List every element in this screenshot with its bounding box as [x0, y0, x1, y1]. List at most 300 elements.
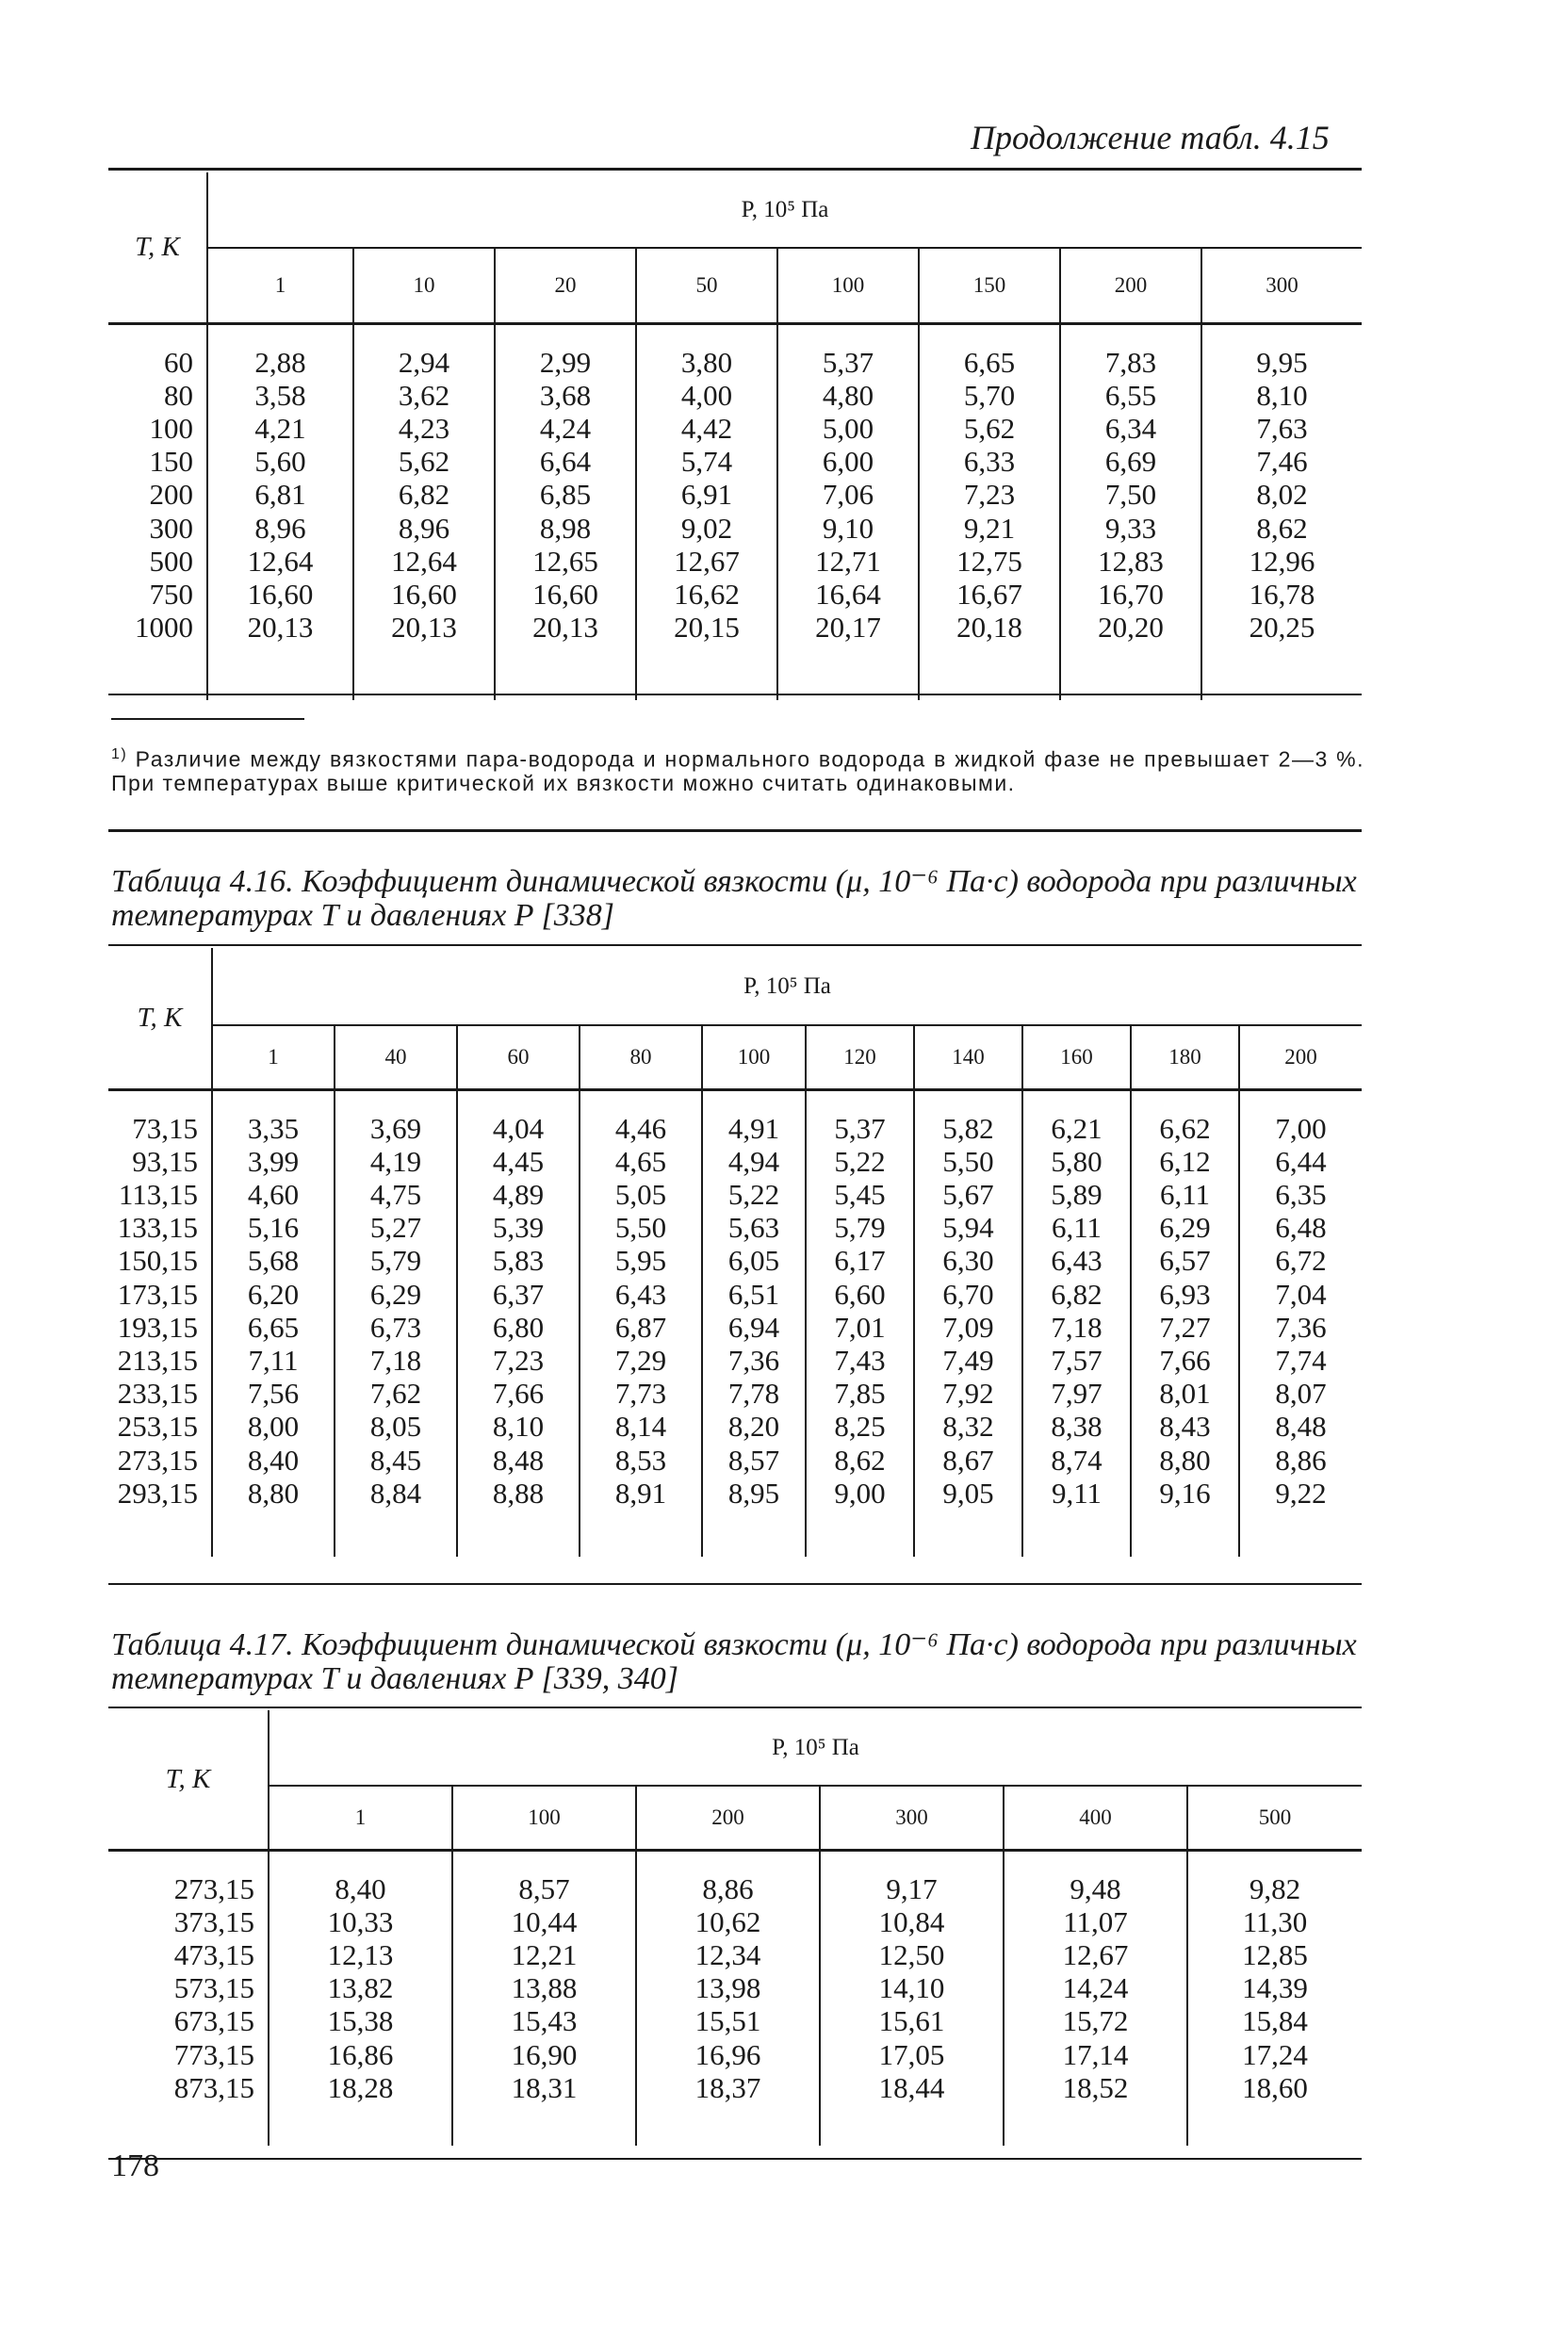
viscosity-value: 9,33 — [1104, 511, 1157, 545]
viscosity-value: 9,00 — [834, 1476, 886, 1510]
viscosity-value: 8,00 — [247, 1410, 300, 1444]
viscosity-value: 7,43 — [834, 1343, 886, 1377]
temperature-column — [108, 1850, 269, 2146]
temperature-value: 60 — [164, 345, 193, 379]
viscosity-value: 18,31 — [511, 2070, 578, 2104]
viscosity-value: 3,62 — [398, 378, 450, 412]
viscosity-value: 4,21 — [254, 411, 306, 445]
viscosity-column — [1201, 323, 1362, 700]
temperature-value: 213,15 — [117, 1343, 198, 1377]
viscosity-value: 7,23 — [492, 1343, 545, 1377]
viscosity-value: 5,27 — [369, 1211, 422, 1245]
viscosity-value: 9,16 — [1159, 1476, 1211, 1510]
pressure-value: 300 — [820, 1786, 1004, 1850]
viscosity-column — [1004, 1850, 1187, 2146]
pressure-value: 200 — [1060, 248, 1201, 323]
viscosity-value: 12,34 — [694, 1937, 761, 1971]
viscosity-value: 4,19 — [369, 1144, 422, 1178]
viscosity-value: 8,25 — [834, 1410, 886, 1444]
viscosity-value: 16,60 — [247, 577, 314, 611]
viscosity-value: 7,11 — [248, 1343, 299, 1377]
viscosity-value: 5,68 — [247, 1244, 300, 1278]
footnote — [111, 743, 1364, 795]
footnote-bottom-rule — [108, 829, 1362, 832]
viscosity-value: 5,62 — [963, 411, 1016, 445]
viscosity-value: 5,89 — [1051, 1177, 1102, 1211]
viscosity-value: 5,62 — [398, 445, 450, 479]
viscosity-value: 6,82 — [1051, 1277, 1102, 1311]
viscosity-value: 12,67 — [674, 544, 740, 578]
viscosity-column — [820, 1850, 1004, 2146]
viscosity-value: 15,84 — [1242, 2004, 1308, 2038]
viscosity-value: 6,70 — [942, 1277, 994, 1311]
viscosity-value: 10,33 — [327, 1904, 394, 1938]
viscosity-value: 10,62 — [694, 1904, 761, 1938]
pressure-value: 120 — [806, 1025, 914, 1089]
table-416-top-rule — [108, 944, 1362, 946]
pressure-value: 1 — [207, 248, 353, 323]
viscosity-value: 8,57 — [727, 1443, 780, 1477]
viscosity-value: 9,48 — [1070, 1871, 1121, 1905]
viscosity-value: 6,17 — [834, 1244, 886, 1278]
viscosity-column — [353, 323, 495, 700]
viscosity-value: 6,72 — [1275, 1244, 1327, 1278]
viscosity-value: 6,43 — [1051, 1244, 1102, 1278]
viscosity-value: 8,53 — [614, 1443, 667, 1477]
viscosity-column — [457, 1089, 580, 1557]
viscosity-value: 4,45 — [492, 1144, 545, 1178]
viscosity-value: 7,46 — [1256, 445, 1308, 479]
temperature-header: T, K — [108, 948, 212, 1089]
viscosity-value: 6,11 — [1159, 1177, 1211, 1211]
viscosity-value: 12,71 — [815, 544, 881, 578]
viscosity-value: 5,63 — [727, 1211, 780, 1245]
viscosity-value: 12,50 — [878, 1937, 945, 1971]
pressure-value: 500 — [1187, 1786, 1362, 1850]
viscosity-value: 12,67 — [1062, 1937, 1129, 1971]
viscosity-column — [777, 323, 919, 700]
viscosity-value: 2,94 — [398, 345, 450, 379]
viscosity-value: 7,62 — [369, 1377, 422, 1411]
viscosity-value: 4,80 — [822, 378, 874, 412]
viscosity-value: 10,84 — [878, 1904, 945, 1938]
viscosity-value: 20,13 — [532, 611, 598, 645]
viscosity-value: 8,86 — [702, 1871, 754, 1905]
temperature-value: 673,15 — [173, 2004, 254, 2038]
pressure-value: 200 — [636, 1786, 820, 1850]
viscosity-value: 6,65 — [963, 345, 1016, 379]
viscosity-value: 6,62 — [1159, 1111, 1211, 1145]
footnote-rule — [111, 718, 304, 720]
table-415-top-rule — [108, 168, 1362, 171]
viscosity-value: 8,20 — [727, 1410, 780, 1444]
viscosity-value: 8,91 — [614, 1476, 667, 1510]
pressure-value: 100 — [452, 1786, 636, 1850]
viscosity-value: 6,51 — [727, 1277, 780, 1311]
viscosity-value: 12,96 — [1249, 544, 1315, 578]
viscosity-value: 6,33 — [963, 445, 1016, 479]
table-416-bottom-rule — [108, 1583, 1362, 1585]
viscosity-column — [212, 1089, 335, 1557]
viscosity-value: 4,91 — [727, 1111, 780, 1145]
pressure-value: 300 — [1201, 248, 1362, 323]
temperature-column — [108, 323, 207, 700]
temperature-value: 100 — [149, 411, 193, 445]
viscosity-value: 8,67 — [942, 1443, 994, 1477]
viscosity-value: 6,57 — [1159, 1244, 1211, 1278]
viscosity-value: 7,66 — [492, 1377, 545, 1411]
viscosity-value: 8,48 — [492, 1443, 545, 1477]
viscosity-column — [1060, 323, 1201, 700]
viscosity-value: 7,09 — [942, 1310, 994, 1344]
temperature-value: 473,15 — [173, 1937, 254, 1971]
pressure-value: 40 — [335, 1025, 457, 1089]
viscosity-value: 9,11 — [1051, 1476, 1102, 1510]
viscosity-value: 18,28 — [327, 2070, 394, 2104]
viscosity-value: 6,35 — [1275, 1177, 1327, 1211]
viscosity-value: 14,24 — [1062, 1971, 1129, 2005]
viscosity-value: 3,99 — [247, 1144, 300, 1178]
viscosity-value: 5,95 — [614, 1244, 667, 1278]
viscosity-value: 9,82 — [1249, 1871, 1301, 1905]
viscosity-value: 5,00 — [822, 411, 874, 445]
viscosity-value: 4,60 — [247, 1177, 300, 1211]
viscosity-value: 4,23 — [398, 411, 450, 445]
viscosity-value: 16,64 — [815, 577, 881, 611]
viscosity-value: 9,17 — [886, 1871, 938, 1905]
viscosity-value: 5,22 — [727, 1177, 780, 1211]
pressure-value: 100 — [777, 248, 919, 323]
viscosity-value: 5,45 — [834, 1177, 886, 1211]
viscosity-value: 20,25 — [1249, 611, 1315, 645]
viscosity-value: 8,40 — [335, 1871, 386, 1905]
continuation-caption: Продолжение табл. 4.15 — [971, 119, 1330, 156]
viscosity-value: 7,01 — [834, 1310, 886, 1344]
viscosity-value: 5,67 — [942, 1177, 994, 1211]
viscosity-value: 7,27 — [1159, 1310, 1211, 1344]
viscosity-value: 16,86 — [327, 2037, 394, 2071]
viscosity-value: 5,70 — [963, 378, 1016, 412]
viscosity-value: 5,37 — [822, 345, 874, 379]
viscosity-value: 3,58 — [254, 378, 306, 412]
viscosity-value: 9,95 — [1256, 345, 1308, 379]
temperature-value: 133,15 — [117, 1211, 198, 1245]
viscosity-column — [636, 1850, 820, 2146]
viscosity-value: 7,23 — [963, 478, 1016, 512]
temperature-value: 293,15 — [117, 1476, 198, 1510]
viscosity-value: 6,82 — [398, 478, 450, 512]
viscosity-value: 8,62 — [834, 1443, 886, 1477]
viscosity-value: 15,43 — [511, 2004, 578, 2038]
viscosity-value: 6,69 — [1104, 445, 1157, 479]
viscosity-value: 7,36 — [727, 1343, 780, 1377]
viscosity-value: 5,05 — [614, 1177, 667, 1211]
viscosity-value: 6,87 — [614, 1310, 667, 1344]
viscosity-value: 6,91 — [680, 478, 733, 512]
viscosity-value: 8,80 — [247, 1476, 300, 1510]
pressure-value: 50 — [636, 248, 777, 323]
viscosity-value: 8,02 — [1256, 478, 1308, 512]
viscosity-column — [1239, 1089, 1362, 1557]
viscosity-value: 6,29 — [1159, 1211, 1211, 1245]
viscosity-value: 16,78 — [1249, 577, 1315, 611]
viscosity-value: 18,37 — [694, 2070, 761, 2104]
table-415-bottom-rule — [108, 694, 1362, 695]
pressure-value: 60 — [457, 1025, 580, 1089]
viscosity-value: 6,48 — [1275, 1211, 1327, 1245]
viscosity-value: 6,11 — [1051, 1211, 1102, 1245]
viscosity-column — [919, 323, 1060, 700]
viscosity-value: 6,12 — [1159, 1144, 1211, 1178]
viscosity-value: 7,97 — [1051, 1377, 1102, 1411]
viscosity-value: 15,38 — [327, 2004, 394, 2038]
viscosity-value: 7,78 — [727, 1377, 780, 1411]
viscosity-value: 12,13 — [327, 1937, 394, 1971]
viscosity-value: 8,80 — [1159, 1443, 1211, 1477]
viscosity-value: 8,38 — [1051, 1410, 1102, 1444]
viscosity-value: 12,85 — [1242, 1937, 1308, 1971]
pressure-header: P, 10⁵ Па — [269, 1710, 1362, 1786]
viscosity-value: 8,07 — [1275, 1377, 1327, 1411]
viscosity-value: 15,61 — [878, 2004, 945, 2038]
viscosity-value: 8,05 — [369, 1410, 422, 1444]
viscosity-value: 5,37 — [834, 1111, 886, 1145]
viscosity-value: 16,90 — [511, 2037, 578, 2071]
pressure-header: P, 10⁵ Па — [212, 948, 1362, 1025]
viscosity-value: 7,83 — [1104, 345, 1157, 379]
temperature-value: 173,15 — [117, 1277, 198, 1311]
viscosity-value: 5,39 — [492, 1211, 545, 1245]
temperature-value: 300 — [149, 511, 193, 545]
viscosity-value: 20,18 — [956, 611, 1022, 645]
viscosity-value: 7,63 — [1256, 411, 1308, 445]
viscosity-value: 3,35 — [247, 1111, 300, 1145]
pressure-value: 1 — [212, 1025, 335, 1089]
viscosity-value: 4,65 — [614, 1144, 667, 1178]
viscosity-value: 6,85 — [539, 478, 592, 512]
viscosity-value: 6,81 — [254, 478, 306, 512]
viscosity-value: 7,29 — [614, 1343, 667, 1377]
viscosity-value: 7,66 — [1159, 1343, 1211, 1377]
viscosity-value: 8,62 — [1256, 511, 1308, 545]
viscosity-value: 20,15 — [674, 611, 740, 645]
temperature-value: 113,15 — [118, 1177, 198, 1211]
viscosity-value: 7,56 — [247, 1377, 300, 1411]
viscosity-value: 17,14 — [1062, 2037, 1129, 2071]
viscosity-column — [495, 323, 636, 700]
viscosity-value: 6,20 — [247, 1277, 300, 1311]
temperature-value: 750 — [149, 577, 193, 611]
viscosity-value: 6,55 — [1104, 378, 1157, 412]
viscosity-value: 6,80 — [492, 1310, 545, 1344]
viscosity-value: 6,44 — [1275, 1144, 1327, 1178]
viscosity-value: 18,60 — [1242, 2070, 1308, 2104]
viscosity-value: 6,37 — [492, 1277, 545, 1311]
viscosity-value: 4,24 — [539, 411, 592, 445]
viscosity-value: 5,80 — [1051, 1144, 1102, 1178]
pressure-value: 160 — [1022, 1025, 1131, 1089]
viscosity-value: 4,04 — [492, 1111, 545, 1145]
viscosity-value: 7,73 — [614, 1377, 667, 1411]
viscosity-value: 6,65 — [247, 1310, 300, 1344]
viscosity-value: 6,60 — [834, 1277, 886, 1311]
viscosity-value: 8,01 — [1159, 1377, 1211, 1411]
viscosity-value: 12,21 — [511, 1937, 578, 1971]
viscosity-value: 11,07 — [1063, 1904, 1128, 1938]
viscosity-value: 5,50 — [942, 1144, 994, 1178]
viscosity-value: 8,14 — [614, 1410, 667, 1444]
temperature-value: 873,15 — [173, 2070, 254, 2104]
viscosity-value: 12,75 — [956, 544, 1022, 578]
temperature-value: 193,15 — [117, 1310, 198, 1344]
viscosity-value: 16,70 — [1098, 577, 1164, 611]
pressure-value: 20 — [495, 248, 636, 323]
table-417 — [108, 1710, 1362, 2146]
viscosity-value: 7,57 — [1051, 1343, 1102, 1377]
viscosity-value: 8,43 — [1159, 1410, 1211, 1444]
temperature-header: T, K — [108, 172, 207, 323]
viscosity-value: 20,17 — [815, 611, 881, 645]
table-416 — [108, 948, 1362, 1557]
viscosity-column — [914, 1089, 1022, 1557]
viscosity-value: 10,44 — [511, 1904, 578, 1938]
viscosity-value: 6,29 — [369, 1277, 422, 1311]
viscosity-value: 7,36 — [1275, 1310, 1327, 1344]
viscosity-value: 20,13 — [391, 611, 457, 645]
pressure-value: 180 — [1131, 1025, 1239, 1089]
viscosity-value: 7,00 — [1275, 1111, 1327, 1145]
viscosity-value: 15,51 — [694, 2004, 761, 2038]
viscosity-value: 12,64 — [391, 544, 457, 578]
viscosity-value: 12,65 — [532, 544, 598, 578]
viscosity-value: 8,32 — [942, 1410, 994, 1444]
viscosity-value: 18,44 — [878, 2070, 945, 2104]
page-number: 178 — [111, 2148, 159, 2183]
viscosity-value: 6,00 — [822, 445, 874, 479]
viscosity-value: 6,30 — [942, 1244, 994, 1278]
temperature-value: 1000 — [135, 611, 193, 645]
temperature-column — [108, 1089, 212, 1557]
viscosity-value: 8,45 — [369, 1443, 422, 1477]
viscosity-value: 5,79 — [369, 1244, 422, 1278]
pressure-header: P, 10⁵ Па — [207, 172, 1362, 248]
viscosity-value: 8,96 — [254, 511, 306, 545]
viscosity-value: 9,21 — [963, 511, 1016, 545]
viscosity-value: 20,20 — [1098, 611, 1164, 645]
temperature-value: 233,15 — [117, 1377, 198, 1411]
viscosity-value: 7,74 — [1275, 1343, 1327, 1377]
viscosity-value: 14,10 — [878, 1971, 945, 2005]
temperature-value: 273,15 — [173, 1871, 254, 1905]
viscosity-value: 4,94 — [727, 1144, 780, 1178]
pressure-value: 1 — [269, 1786, 452, 1850]
viscosity-value: 7,18 — [1051, 1310, 1102, 1344]
footnote-marker: 1) — [111, 746, 128, 762]
viscosity-value: 6,73 — [369, 1310, 422, 1344]
viscosity-value: 7,85 — [834, 1377, 886, 1411]
temperature-value: 73,15 — [132, 1111, 198, 1145]
viscosity-value: 5,94 — [942, 1211, 994, 1245]
viscosity-value: 8,74 — [1051, 1443, 1102, 1477]
viscosity-value: 5,82 — [942, 1111, 994, 1145]
viscosity-column — [702, 1089, 806, 1557]
viscosity-column — [806, 1089, 914, 1557]
temperature-value: 150,15 — [117, 1244, 198, 1278]
temperature-value: 573,15 — [173, 1971, 254, 2005]
viscosity-value: 9,22 — [1275, 1476, 1327, 1510]
pressure-value: 400 — [1004, 1786, 1187, 1850]
viscosity-value: 11,30 — [1242, 1904, 1308, 1938]
table-417-title: Таблица 4.17. Коэффициент динамической вязкости (μ, 10⁻⁶ Па·с) водорода при различных температурах T и давлениях P [339, 340] — [111, 1627, 1357, 1696]
table-417-bottom-rule — [108, 2158, 1362, 2160]
viscosity-value: 13,82 — [327, 1971, 394, 2005]
viscosity-column — [636, 323, 777, 700]
table-415 — [108, 172, 1362, 700]
viscosity-value: 8,88 — [492, 1476, 545, 1510]
temperature-value: 273,15 — [117, 1443, 198, 1477]
viscosity-value: 4,00 — [680, 378, 733, 412]
pressure-value: 150 — [919, 248, 1060, 323]
table-417-top-rule — [108, 1707, 1362, 1708]
viscosity-value: 5,50 — [614, 1211, 667, 1245]
viscosity-value: 7,49 — [942, 1343, 994, 1377]
pressure-value: 200 — [1239, 1025, 1362, 1089]
viscosity-value: 18,52 — [1062, 2070, 1129, 2104]
viscosity-value: 8,96 — [398, 511, 450, 545]
viscosity-value: 9,02 — [680, 511, 733, 545]
viscosity-value: 6,93 — [1159, 1277, 1211, 1311]
viscosity-value: 7,04 — [1275, 1277, 1327, 1311]
viscosity-value: 7,18 — [369, 1343, 422, 1377]
viscosity-value: 5,83 — [492, 1244, 545, 1278]
viscosity-value: 8,40 — [247, 1443, 300, 1477]
viscosity-value: 5,60 — [254, 445, 306, 479]
viscosity-column — [1187, 1850, 1362, 2146]
temperature-value: 200 — [149, 478, 193, 512]
viscosity-column — [269, 1850, 452, 2146]
viscosity-value: 16,60 — [532, 577, 598, 611]
viscosity-column — [1022, 1089, 1131, 1557]
viscosity-value: 2,99 — [539, 345, 592, 379]
viscosity-value: 6,94 — [727, 1310, 780, 1344]
viscosity-value: 8,10 — [492, 1410, 545, 1444]
viscosity-column — [1131, 1089, 1239, 1557]
viscosity-value: 8,98 — [539, 511, 592, 545]
viscosity-value: 6,64 — [539, 445, 592, 479]
viscosity-value: 4,46 — [614, 1111, 667, 1145]
viscosity-value: 6,05 — [727, 1244, 780, 1278]
pressure-value: 100 — [702, 1025, 806, 1089]
viscosity-value: 13,88 — [511, 1971, 578, 2005]
viscosity-value: 16,96 — [694, 2037, 761, 2071]
viscosity-value: 7,92 — [942, 1377, 994, 1411]
viscosity-value: 9,10 — [822, 511, 874, 545]
viscosity-value: 12,83 — [1098, 544, 1164, 578]
viscosity-value: 17,24 — [1242, 2037, 1308, 2071]
temperature-header: T, K — [108, 1710, 269, 1850]
pressure-value: 140 — [914, 1025, 1022, 1089]
viscosity-value: 8,48 — [1275, 1410, 1327, 1444]
viscosity-column — [335, 1089, 457, 1557]
temperature-value: 150 — [149, 445, 193, 479]
viscosity-value: 14,39 — [1242, 1971, 1308, 2005]
viscosity-column — [452, 1850, 636, 2146]
viscosity-value: 7,50 — [1104, 478, 1157, 512]
temperature-value: 93,15 — [132, 1144, 198, 1178]
viscosity-value: 8,84 — [369, 1476, 422, 1510]
viscosity-value: 6,34 — [1104, 411, 1157, 445]
viscosity-value: 5,22 — [834, 1144, 886, 1178]
